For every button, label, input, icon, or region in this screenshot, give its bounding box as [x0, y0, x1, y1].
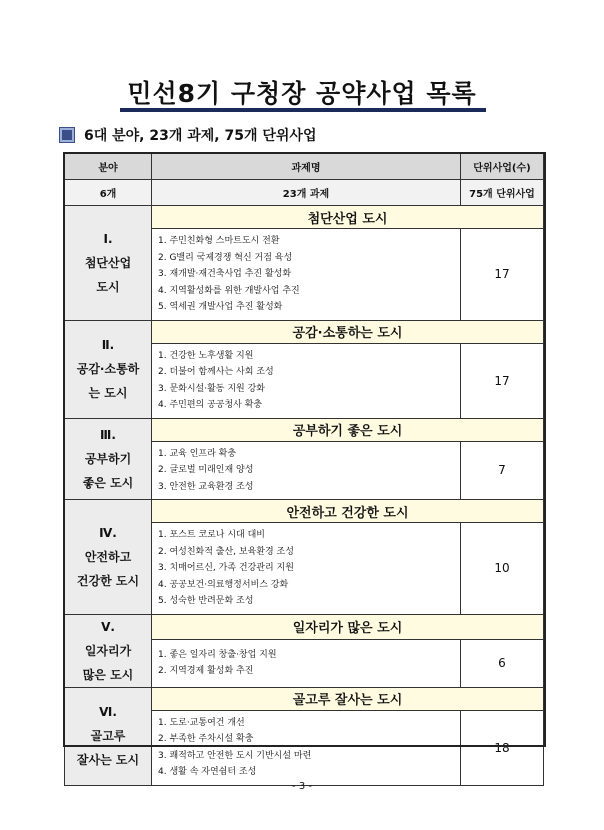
unit-count: 17: [461, 343, 544, 418]
task-item: 2. 지역경제 활성화 추진: [158, 666, 254, 677]
section-theme: 첨단산업 도시: [152, 206, 544, 229]
task-item: 4. 공공보건·의료행정서비스 강화: [158, 579, 289, 590]
section-field: [65, 206, 152, 321]
section-theme: 일자리가 많은 도시: [152, 614, 544, 640]
section-number: Ⅳ.: [99, 525, 117, 540]
section-field-line: 좋은 도시: [82, 475, 134, 490]
task-item: 2. G밸리 국제경쟁 혁신 거점 육성: [158, 252, 293, 263]
task-item: 2. 여성친화적 출산, 보육환경 조성: [158, 546, 294, 557]
task-list: [152, 229, 461, 321]
summary-field: 6개: [65, 180, 152, 206]
section-number: Ⅵ.: [99, 705, 117, 719]
section-theme: 골고루 잘사는 도시: [152, 687, 544, 710]
section-number: Ⅲ.: [100, 427, 116, 442]
subtitle-text: 6대 분야, 23개 과제, 75개 단위사업: [84, 128, 317, 144]
section-field-line: 일자리가: [84, 643, 132, 658]
section-field-line: 공부하기: [84, 451, 132, 466]
subtitle: [60, 125, 316, 145]
task-item: 5. 성숙한 반려문화 조성: [158, 596, 254, 606]
task-list: [152, 710, 461, 785]
task-item: 1. 교육 인프라 확충: [158, 448, 237, 459]
title-underline: [120, 108, 486, 112]
unit-count: 17: [461, 229, 544, 321]
task-list: [152, 640, 461, 687]
section-field: [65, 320, 152, 418]
square-bullet-icon: [60, 128, 74, 142]
section-number: Ⅰ.: [103, 231, 113, 246]
section-number: Ⅴ.: [101, 619, 115, 634]
section-theme: 공부하기 좋은 도시: [152, 418, 544, 441]
task-item: 1. 주민친화형 스마트도시 전환: [158, 236, 280, 246]
task-item: 1. 도로·교통여건 개선: [158, 717, 245, 728]
section-row: [65, 614, 544, 640]
task-item: 2. 더불어 함께사는 사회 조성: [158, 367, 274, 377]
section-row: [65, 206, 544, 229]
section-row: [65, 418, 544, 441]
header-unit: 단위사업(수): [461, 154, 544, 180]
section-field: [65, 614, 152, 687]
pledge-table: [64, 153, 544, 786]
task-item: 3. 안전한 교육환경 조성: [158, 481, 254, 492]
page-number: - 3 -: [292, 781, 312, 792]
section-row: [65, 320, 544, 343]
summary-task: 23개 과제: [152, 180, 461, 206]
task-list: [152, 441, 461, 500]
section-theme: 공감·소통하는 도시: [152, 320, 544, 343]
summary-unit: 75개 단위사업: [461, 180, 544, 206]
task-item: 3. 쾌적하고 안전한 도시 기반시설 마련: [158, 750, 312, 761]
unit-count: 7: [461, 441, 544, 500]
task-item: 2. 부족한 주차시설 확충: [158, 734, 254, 744]
task-item: 1. 좋은 일자리 창출·창업 지원: [158, 649, 277, 660]
section-field-line: 건강한 도시: [76, 573, 140, 588]
header-task: 과제명: [152, 154, 461, 180]
sections-body: [65, 206, 544, 786]
unit-count: 18: [461, 710, 544, 785]
task-item: 3. 재개발·재건축사업 추진 활성화: [158, 269, 292, 279]
section-field-line: 첨단산업: [84, 255, 132, 270]
task-item: 2. 글로벌 미래인재 양성: [158, 465, 254, 475]
section-field: [65, 418, 152, 500]
section-row: [65, 687, 544, 710]
task-item: 3. 치매어르신, 가족 건강관리 지원: [158, 563, 294, 573]
header-field: 분야: [65, 154, 152, 180]
section-theme: 안전하고 건강한 도시: [152, 500, 544, 523]
unit-count: 6: [461, 640, 544, 687]
section-field: [65, 687, 152, 785]
task-list: [152, 523, 461, 615]
task-list: [152, 343, 461, 418]
task-item: 4. 생활 속 자연쉼터 조성: [158, 767, 257, 777]
section-field-line: 안전하고: [84, 549, 132, 564]
task-item: 4. 주민편의 공공청사 확충: [158, 400, 263, 410]
section-number: Ⅱ.: [101, 338, 115, 352]
unit-count: 10: [461, 523, 544, 615]
section-field-line: 골고루: [90, 729, 126, 743]
section-field-line: 공감·소통하: [76, 362, 140, 376]
section-field: [65, 500, 152, 615]
task-item: 1. 건강한 노후생활 지원: [158, 350, 254, 361]
section-field-line: 는 도시: [88, 386, 128, 400]
section-field-line: 잘사는 도시: [76, 753, 140, 767]
task-item: 4. 지역활성화를 위한 개발사업 추진: [158, 285, 300, 296]
section-field-line: 도시: [96, 279, 120, 294]
task-item: 1. 포스트 코로나 시대 대비: [158, 530, 265, 540]
page-title: 민선8기 구청장 공약사업 목록: [127, 79, 477, 108]
section-row: [65, 500, 544, 523]
section-field-line: 많은 도시: [82, 667, 134, 682]
task-item: 3. 문화시설·활동 지원 강화: [158, 383, 265, 394]
task-item: 5. 역세권 개발사업 추진 활성화: [158, 302, 283, 312]
